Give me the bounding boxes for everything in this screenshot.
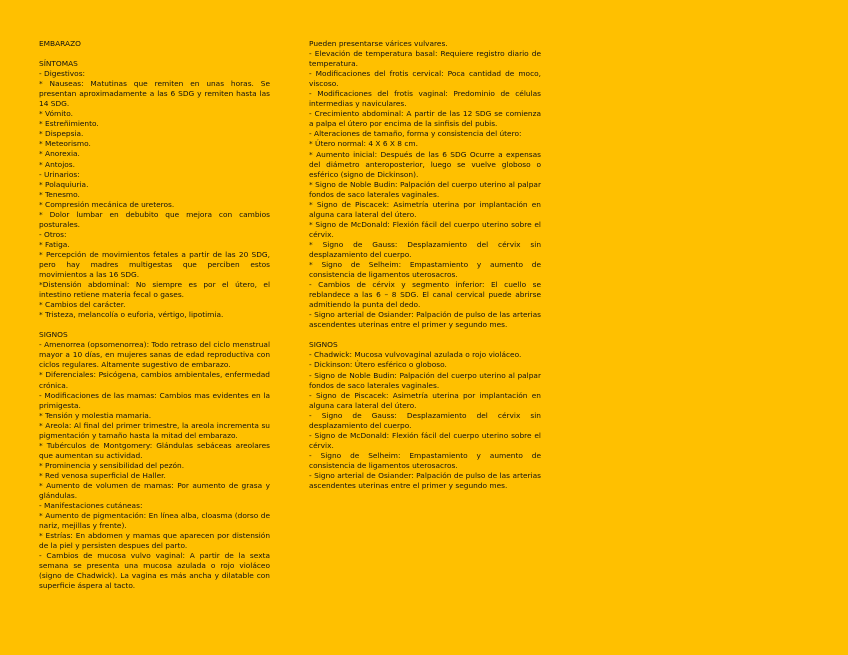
finding-item: * Signo de Piscacek: Asimetría uterina por implantación en alguna cara lateral del útero. bbox=[309, 199, 541, 219]
symptom-item: * Dolor lumbar en debubito que mejora con cambios posturales. bbox=[39, 209, 270, 229]
finding-item: * Signo de Noble Budin: Palpación del cuerpo uterino al palpar fondos de saco laterales vaginales. bbox=[309, 179, 541, 199]
signs-list bbox=[39, 340, 270, 591]
sign-item: * Tubérculos de Montgomery: Glándulas sebáceas areolares que aumentan su actividad. bbox=[39, 440, 270, 460]
spacer bbox=[39, 49, 270, 59]
symptom-item: *Distensión abdominal: No siempre es por el útero, el intestino retiene materia fecal o gases. bbox=[39, 280, 270, 300]
sign-item: - Signo de McDonald: Flexión fácil del cuerpo uterino sobre el cérvix. bbox=[309, 430, 541, 450]
sign-item: - Amenorrea (opsomenorrea): Todo retraso del ciclo menstrual mayor a 10 días, en mujeres sanas de edad reproductiva con ciclos regulares. Altamente sugestivo de embarazo. bbox=[39, 340, 270, 370]
sign-item: - Manifestaciones cutáneas: bbox=[39, 501, 143, 511]
sign-item: * Diferenciales: Psicógena, cambios ambientales, enfermedad crónica. bbox=[39, 370, 270, 390]
signs-heading: SIGNOS bbox=[39, 330, 68, 340]
finding-item: Pueden presentarse várices vulvares. bbox=[309, 39, 448, 48]
finding-item: * Signo de McDonald: Flexión fácil del cuerpo uterino sobre el cérvix. bbox=[309, 219, 541, 239]
symptom-item: * Dispepsia. bbox=[39, 129, 84, 139]
finding-item: - Alteraciones de tamaño, forma y consistencia del útero: bbox=[309, 129, 522, 139]
sign-item: - Chadwick: Mucosa vulvovaginal azulada o rojo violáceo. bbox=[309, 350, 522, 360]
sign-item: - Signo arterial de Osiander: Palpación de pulso de las arterias ascendentes uterinas entre el primer y segundo mes. bbox=[309, 470, 541, 491]
sign-item: - Dickinson: Útero esférico o globoso. bbox=[309, 360, 447, 370]
symptom-item: * Cambios del carácter. bbox=[39, 300, 126, 310]
finding-item: - Modificaciones del frotis cervical: Poca cantidad de moco, viscoso. bbox=[309, 69, 541, 89]
finding-item: - Modificaciones del frotis vaginal: Predominio de células intermedias y naviculares. bbox=[309, 89, 541, 109]
sign-item: * Areola: Al final del primer trimestre, la areola incrementa su pigmentación y tamaño hasta la mitad del embarazo. bbox=[39, 420, 270, 440]
sign-item: * Red venosa superficial de Haller. bbox=[39, 470, 166, 480]
symptom-item: * Tenesmo. bbox=[39, 189, 80, 199]
document-title: EMBARAZO bbox=[39, 39, 81, 48]
finding-item: - Cambios de cérvix y segmento inferior: El cuello se reblandece a las 6 – 8 SDG. El canal cervical puede abrirse admitiendo la punta del dedo. bbox=[309, 280, 541, 310]
symptom-item: * Nauseas: Matutinas que remiten en unas horas. Se presentan aproximadamente a las 6 SDG y remiten hasta las 14 SDG. bbox=[39, 79, 270, 109]
signs-heading: SIGNOS bbox=[309, 340, 338, 350]
sign-item: - Signo de Piscacek: Asimetría uterina por implantación en alguna cara lateral del útero. bbox=[309, 390, 541, 410]
symptom-item: - Urinarios: bbox=[39, 169, 80, 179]
sign-item: - Signo de Gauss: Desplazamiento del cérvix sin desplazamiento del cuerpo. bbox=[309, 410, 541, 430]
right-column bbox=[309, 39, 541, 491]
finding-item: - Signo arterial de Osiander: Palpación de pulso de las arterias ascendentes uterinas entre el primer y segundo mes. bbox=[309, 310, 541, 330]
sign-item: - Signo de Selheim: Empastamiento y aumento de consistencia de ligamentos uterosacros. bbox=[309, 450, 541, 470]
sign-item: - Cambios de mucosa vulvo vaginal: A partir de la sexta semana se presenta una mucosa azulada o rojo violáceo (signo de Chadwick). La vagina es más ancha y dilatable con superficie áspera al tacto. bbox=[39, 551, 270, 591]
symptom-item: * Vómito. bbox=[39, 109, 73, 119]
symptom-item: * Meteorismo. bbox=[39, 139, 91, 149]
finding-item: * Aumento inicial: Después de las 6 SDG Ocurre a expensas del diámetro anteroposterior, luego se vuelve globoso o esférico (signo de Dickinson). bbox=[309, 149, 541, 179]
symptoms-heading: SÍNTOMAS bbox=[39, 59, 78, 69]
finding-item: * Signo de Selheim: Empastamiento y aumento de consistencia de ligamentos uterosacros. bbox=[309, 260, 541, 280]
finding-item: * Signo de Gauss: Desplazamiento del cérvix sin desplazamiento del cuerpo. bbox=[309, 239, 541, 259]
sign-item: * Aumento de pigmentación: En línea alba, cloasma (dorso de nariz, mejillas y frente). bbox=[39, 511, 270, 531]
symptoms-list bbox=[39, 69, 270, 320]
sign-item: * Tensión y molestia mamaria. bbox=[39, 410, 152, 420]
finding-item: - Crecimiento abdominal: A partir de las 12 SDG se comienza a palpa el útero por encima de la sinfisis del pubis. bbox=[309, 109, 541, 129]
symptom-item: * Polaquiuria. bbox=[39, 179, 89, 189]
symptom-item: * Compresión mecánica de ureteros. bbox=[39, 199, 175, 209]
sign-item: * Aumento de volumen de mamas: Por aumento de grasa y glándulas. bbox=[39, 480, 270, 501]
sign-item: * Estrías: En abdomen y mamas que aparecen por distensión de la piel y persisten despues del parto. bbox=[39, 531, 270, 551]
symptom-item: * Estreñimiento. bbox=[39, 119, 99, 129]
spacer bbox=[309, 330, 541, 340]
left-column bbox=[39, 39, 270, 591]
symptom-item: * Fatiga. bbox=[39, 239, 70, 249]
symptom-item: - Digestivos: bbox=[39, 69, 86, 79]
signs-summary-list bbox=[309, 350, 541, 491]
symptom-item: * Anorexia. bbox=[39, 149, 80, 159]
symptom-item: * Tristeza, melancolía o euforia, vértigo, lipotimia. bbox=[39, 310, 224, 320]
finding-item: * Útero normal: 4 X 6 X 8 cm. bbox=[309, 139, 418, 149]
sign-item: - Modificaciones de las mamas: Cambios mas evidentes en la primigesta. bbox=[39, 390, 270, 410]
spacer bbox=[39, 320, 270, 330]
sign-item: * Prominencia y sensibilidad del pezón. bbox=[39, 460, 185, 470]
symptom-item: * Percepción de movimientos fetales a partir de las 20 SDG, pero hay madres multigestas que perciben estos movimientos a las 16 SDG. bbox=[39, 249, 270, 280]
uterine-changes-list bbox=[309, 39, 541, 330]
symptom-item: * Antojos. bbox=[39, 159, 75, 169]
symptom-item: - Otros: bbox=[39, 229, 67, 239]
sign-item: - Signo de Noble Budin: Palpación del cuerpo uterino al palpar fondos de saco laterales vaginales. bbox=[309, 370, 541, 390]
finding-item: - Elevación de temperatura basal: Requiere registro diario de temperatura. bbox=[309, 49, 541, 69]
